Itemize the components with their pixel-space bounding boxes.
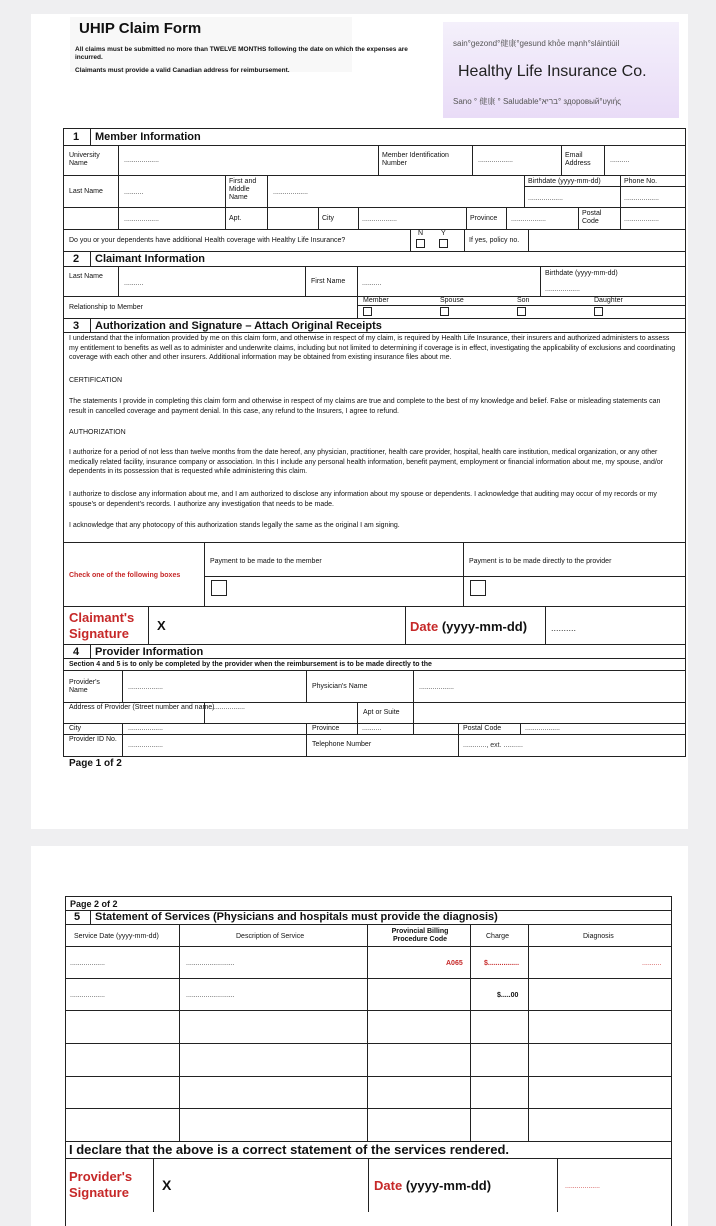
relationship-member-checkbox[interactable] xyxy=(363,307,372,316)
claimant-last-name-input[interactable]: .......... xyxy=(124,280,144,287)
yes-label: Y xyxy=(441,230,446,237)
relationship-spouse-checkbox[interactable] xyxy=(440,307,449,316)
relationship-daughter-checkbox[interactable] xyxy=(594,307,603,316)
phone-label: Phone No. xyxy=(624,178,658,185)
claimant-last-name-label: Last Name xyxy=(69,273,103,280)
section-5-title: Statement of Services (Physicians and hospitals must provide the diagnosis) xyxy=(95,911,498,923)
authorization-paragraph-1: I understand that the information provided by me on this claim form, and otherwise in respect of my claim, is required by Health Life Insurance, their insurers and authorized administers to assess my entitlement to benefits as well as to administer and underwrite claims, including but not limited to determining if coverage is in effect, investigating the applicability of exclusions and coordinating coverage with each other and other insurers. Additional information may be obtained from existing insurance files about me. xyxy=(69,335,676,361)
section-1-number: 1 xyxy=(73,131,80,143)
provider-signature-label: Provider's Signature xyxy=(69,1169,133,1200)
row1-diagnosis[interactable]: .......... xyxy=(642,960,662,967)
last-name-input[interactable]: .......... xyxy=(124,189,144,196)
col-description: Description of Service xyxy=(236,933,305,940)
multilingual-health-bottom: Sano ° 健康 ° Saludable°בריא° здоровый°υγιής xyxy=(453,97,621,106)
provider-province-label: Province xyxy=(312,725,340,732)
col-charge: Charge xyxy=(486,933,509,940)
pay-provider-checkbox[interactable] xyxy=(470,580,486,596)
col-billing-code: Provincial Billing Procedure Code xyxy=(391,928,449,943)
provider-city-input[interactable]: .................. xyxy=(128,725,164,732)
provider-name-label: Provider's Name xyxy=(69,679,100,694)
certification-heading: CERTIFICATION xyxy=(69,377,123,384)
no-label: N xyxy=(418,230,424,237)
provider-id-input[interactable]: .................. xyxy=(128,742,164,749)
dependents-question: Do you or your dependents have additional Health coverage with Healthy Life Insurance? xyxy=(69,237,346,244)
provider-postal-input[interactable]: .................. xyxy=(525,725,561,732)
col-service-date: Service Date (yyyy-mm-dd) xyxy=(74,933,159,940)
provider-signature-x: X xyxy=(162,1177,172,1193)
claimant-signature-label: Claimant's Signature xyxy=(69,610,135,641)
provider-address-label: Address of Provider (Street number and name) xyxy=(69,704,215,711)
provider-id-label: Provider ID No. xyxy=(69,736,117,743)
provider-signature-field[interactable] xyxy=(160,1160,365,1210)
row1-service-date[interactable]: .................. xyxy=(70,960,106,967)
provider-date-label: Date (yyyy-mm-dd) xyxy=(374,1178,492,1193)
page-1-footer: Page 1 of 2 xyxy=(69,758,122,769)
header-note-address: Claimants must provide a valid Canadian address for reimbursement. xyxy=(75,67,290,74)
row2-service-date[interactable]: .................. xyxy=(70,992,106,999)
check-one-instruction: Check one of the following boxes xyxy=(69,572,181,579)
policy-no-label: If yes, policy no. xyxy=(469,237,520,244)
row2-charge[interactable]: $.....00 xyxy=(497,992,519,999)
row2-description[interactable]: ......................... xyxy=(186,992,235,999)
relationship-son-label: Son xyxy=(517,297,530,304)
university-name-label: University Name xyxy=(69,152,100,167)
col-diagnosis: Diagnosis xyxy=(583,933,614,940)
authorization-paragraph-2: I authorize for a period of not less than twelve months from the date hereof, any physician, practitioner, health care provider, hospital, health care institution, medical organization, or any other medically related facility, insurance company or association. In this I include any personal health information, benefit payment, employment or financial information about me, my spouse, and/or dependents in its possession that is requested while administering this claim. xyxy=(69,449,664,475)
province-input[interactable]: .................. xyxy=(511,216,547,223)
multilingual-health-top: sain°gezond°健康°gesund khỏe mạnh°sláintiúil xyxy=(453,39,620,48)
provider-name-input[interactable]: .................. xyxy=(128,684,164,691)
apt-suite-label: Apt or Suite xyxy=(363,709,400,716)
relationship-daughter-label: Daughter xyxy=(594,297,623,304)
row1-billing-code: A065 xyxy=(446,960,463,967)
dependents-yes-checkbox[interactable] xyxy=(439,239,448,248)
postal-code-input[interactable]: .................. xyxy=(624,216,660,223)
photocopy-acknowledgement: I acknowledge that any photocopy of this authorization stands legally the same as the original I am signing. xyxy=(69,522,400,529)
provider-province-input[interactable]: .......... xyxy=(362,725,382,732)
provider-declaration: I declare that the above is a correct statement of the services rendered. xyxy=(69,1142,510,1157)
first-name-label: First and Middle Name xyxy=(229,178,257,201)
claimant-date-input[interactable]: .......... xyxy=(551,623,577,633)
claimant-first-name-input[interactable]: .......... xyxy=(362,280,382,287)
apt-label: Apt. xyxy=(229,215,242,222)
claimant-date-label: Date (yyyy-mm-dd) xyxy=(410,619,528,634)
claimant-first-name-label: First Name xyxy=(311,278,346,285)
section-3-title: Authorization and Signature – Attach Original Receipts xyxy=(95,320,382,332)
relationship-member-label: Member xyxy=(363,297,389,304)
birthdate-input[interactable]: .................. xyxy=(528,195,564,202)
section-2-title: Claimant Information xyxy=(95,253,206,265)
phone-input[interactable]: .................. xyxy=(624,195,660,202)
dependents-no-checkbox[interactable] xyxy=(416,239,425,248)
email-label: Email Address xyxy=(565,152,591,167)
province-label: Province xyxy=(470,215,498,222)
member-id-input[interactable]: .................. xyxy=(478,157,514,164)
birthdate-label: Birthdate (yyyy-mm-dd) xyxy=(528,178,601,185)
claimant-birthdate-input[interactable]: .................. xyxy=(545,286,581,293)
section-3-number: 3 xyxy=(73,320,80,332)
relationship-label: Relationship to Member xyxy=(69,304,143,311)
claimant-signature-field[interactable] xyxy=(160,608,400,642)
provider-city-label: City xyxy=(69,725,82,732)
section-4-number: 4 xyxy=(73,646,80,658)
provider-postal-label: Postal Code xyxy=(463,725,502,732)
row1-description[interactable]: ......................... xyxy=(186,960,235,967)
section-4-note: Section 4 and 5 is to only be completed by the provider when the reimbursement is to be made directly to the xyxy=(69,661,432,668)
certification-paragraph: The statements I provide in completing this claim form and otherwise in respect of my claims are true and complete to the best of my knowledge and belief. False or misleading statements can result in cancelled coverage and payment denial. In this case, any refund to the Insurers, I agree to refund. xyxy=(69,398,661,415)
telephone-label: Telephone Number xyxy=(312,741,372,748)
page-2-label: Page 2 of 2 xyxy=(70,899,118,909)
telephone-input[interactable]: ............, ext. .......... xyxy=(463,742,523,749)
claimant-signature-x: X xyxy=(157,618,166,633)
section-2-number: 2 xyxy=(73,253,80,265)
street-address-input[interactable]: .................. xyxy=(124,216,160,223)
last-name-label: Last Name xyxy=(69,188,103,195)
relationship-son-checkbox[interactable] xyxy=(517,307,526,316)
pay-member-checkbox[interactable] xyxy=(211,580,227,596)
header-note-deadline: All claims must be submitted no more than TWELVE MONTHS following the date on which the expenses are incurred. xyxy=(75,46,408,61)
city-label: City xyxy=(322,215,335,222)
physician-name-input[interactable]: .................. xyxy=(419,684,455,691)
email-input[interactable]: .......... xyxy=(610,157,630,164)
pay-member-label: Payment to be made to the member xyxy=(210,558,322,565)
authorization-paragraph-3: I authorize to disclose any information about me, and I am authorized to disclose any information about my spouse or dependents. I acknowledge that auditing may occur of my records or my spouse's or dependent's records. I authorize any investigation that needs to be made. xyxy=(69,491,657,508)
claimant-birthdate-label: Birthdate (yyyy-mm-dd) xyxy=(545,270,618,277)
university-name-input[interactable]: .................. xyxy=(124,157,160,164)
section-1-title: Member Information xyxy=(95,131,201,143)
company-name: Healthy Life Insurance Co. xyxy=(458,63,647,80)
provider-date-input[interactable]: .................. xyxy=(565,1183,601,1190)
member-id-label: Member Identification Number xyxy=(382,152,449,167)
row1-charge[interactable]: $................ xyxy=(484,960,520,967)
postal-code-label: Postal Code xyxy=(582,210,602,225)
section-5-number: 5 xyxy=(74,911,81,923)
first-name-input[interactable]: .................. xyxy=(273,189,309,196)
city-input[interactable]: .................. xyxy=(362,216,398,223)
physician-name-label: Physician's Name xyxy=(312,683,368,690)
authorization-heading: AUTHORIZATION xyxy=(69,429,126,436)
form-title: UHIP Claim Form xyxy=(79,20,202,37)
pay-provider-label: Payment is to be made directly to the provider xyxy=(469,558,612,565)
relationship-spouse-label: Spouse xyxy=(440,297,464,304)
provider-address-input[interactable]: .................. xyxy=(210,704,246,711)
section-4-title: Provider Information xyxy=(95,646,204,658)
